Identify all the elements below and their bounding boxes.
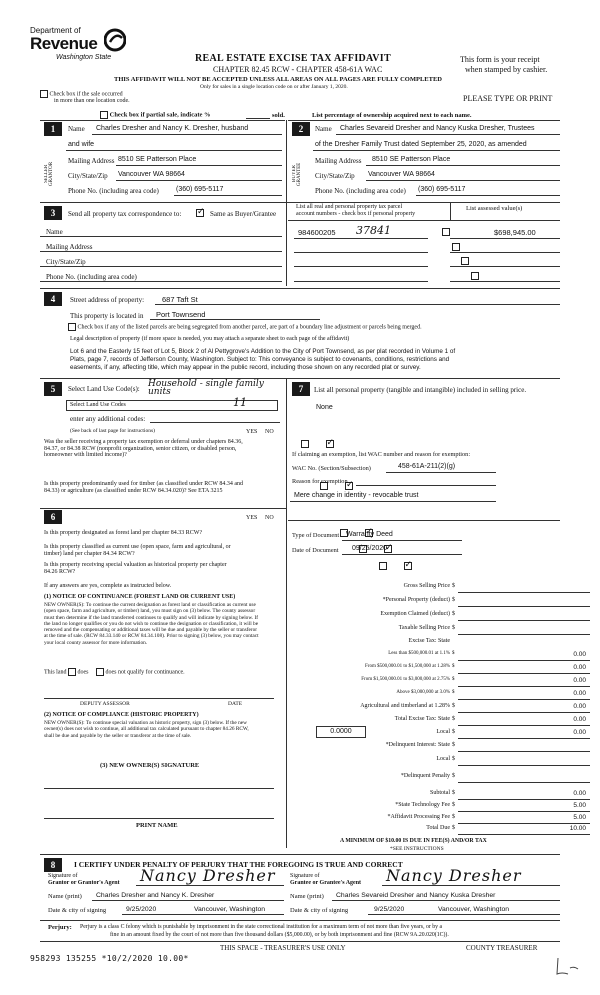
fee-tier2[interactable] — [290, 664, 590, 674]
multi-location-label-2: in more than one location code. — [54, 98, 130, 104]
fee-tier2-value: 0.00 — [573, 664, 586, 671]
cashier-initial-mark — [554, 956, 580, 978]
sig-grantor-label — [48, 873, 120, 886]
s6-q2: Is this property classified as current use (open space, farm and agricultural, or timber) land per chapter 84.34 RCW? — [44, 544, 231, 557]
fee-taxable[interactable] — [290, 625, 590, 635]
s6-yes-label: YES — [246, 515, 258, 521]
multi-location-checkbox[interactable] — [40, 90, 48, 98]
code-handwritten: 11 — [233, 396, 247, 409]
notice-continuance-body: NEW OWNER(S): To continue the current designation as forest land or classification as current use (open space, farm and agriculture, or timber) land, you must sign on (3) below. The county assessor must then determine if the land transferred continues to qualify and will indicate by signing below. If the land no longer qualifies or you do not wish to continue the designation or classification, it will be removed and the compensating or additional taxes will be due and payable by the seller or transferor at the time of sale. (RCW 84.33.140 or RCW 84.34.108). Prior to signing (3) below, you may contact your local county assessor for more information. — [44, 602, 259, 646]
qualify-row — [44, 668, 185, 676]
ownership-note: List percentage of ownership acquired next to each name. — [312, 112, 472, 119]
county-treasurer: COUNTY TREASURER — [466, 944, 538, 952]
name-print-label-grantee: Name (print) — [290, 893, 324, 900]
segregated-checkbox[interactable] — [68, 323, 76, 331]
sig-grantor-label-1: Signature of — [48, 873, 78, 879]
revenue-word: Revenue — [30, 34, 98, 53]
new-owner-signature-line[interactable] — [44, 788, 274, 789]
select-codes-label: Select Land Use Codes — [70, 402, 126, 408]
receipt-stamp: 958293 135255 *10/2/2020 10.00* — [30, 954, 189, 963]
new-owner-signature-title: (3) NEW OWNER(S) SIGNATURE — [100, 762, 200, 769]
fee-local[interactable] — [290, 729, 590, 739]
fee-tier1-dollar: $ — [452, 651, 455, 656]
buyer-name-2[interactable]: of the Dresher Family Trust dated September 25, 2020, as amended — [315, 141, 527, 148]
legal-label: Legal description of property (if more space is needed, you may attach a separate sheet to each page of the affidavit) — [70, 336, 350, 342]
new-owner-signature-line-2[interactable] — [44, 818, 274, 819]
section-1-badge: 1 — [44, 122, 62, 136]
legal-line-2[interactable]: Plats, page 7, records of Jefferson County, Washington. Subject to: This conveyance is subject to covenants, conditions, restrictions and — [70, 356, 450, 363]
fee-local-label: Local — [436, 729, 450, 735]
fee-delinq-state-dollar: $ — [452, 742, 455, 748]
local-rate-box[interactable]: 0.0000 — [316, 726, 366, 738]
doc-date-label: Date of Document — [292, 547, 339, 554]
buyer-name-1[interactable]: Charles Sevareid Dresher and Nancy Kuska Dresher, Trustees — [340, 125, 535, 132]
form-chapter: CHAPTER 82.45 RCW - CHAPTER 458-61A WAC — [213, 65, 383, 74]
fee-delinq-penalty-label: *Delinquent Penalty — [400, 773, 450, 779]
s5-q1-yes-checkbox[interactable] — [301, 440, 309, 448]
seller-name-1[interactable]: Charles Dresher and Nancy K. Dresher, husband — [96, 125, 249, 132]
grantor-sign-date[interactable]: 9/25/2020 — [126, 906, 157, 913]
only-for-note: Only for sales in a single location code on or after January 1, 2020. — [200, 84, 348, 90]
buyer-phone[interactable]: (360) 695-5117 — [418, 186, 466, 193]
personal-property-value[interactable]: None — [316, 404, 333, 411]
exemption-claim-label: If claiming an exemption, list WAC number and reason for exemption: — [292, 451, 471, 458]
deputy-signature-line[interactable] — [44, 698, 274, 699]
select-codes-box[interactable] — [66, 396, 278, 411]
s1-city-label: City/State/Zip — [68, 172, 108, 180]
reason-value[interactable]: Mere change in identity - revocable trust — [294, 492, 419, 499]
reason-label: Reason for exemption — [292, 478, 348, 485]
fee-delinq-local[interactable] — [290, 756, 590, 766]
notice-compliance-title: (2) NOTICE OF COMPLIANCE (HISTORIC PROPERTY) — [44, 712, 199, 718]
fee-taxable-dollar: $ — [452, 625, 455, 631]
grantor-sign-city[interactable]: Vancouver, Washington — [194, 906, 266, 913]
s6-if-yes: If any answers are yes, complete as instructed below. — [44, 583, 172, 589]
partial-sale-label: Check box if partial sale, indicate % — [109, 111, 211, 119]
fee-tier5-value: 0.00 — [573, 703, 586, 710]
parcel-number[interactable]: 984600205 — [298, 228, 336, 237]
personal-property-checkbox-2[interactable] — [452, 243, 460, 251]
sig-grantor-label-2: Grantor or Grantor's Agent — [48, 879, 120, 886]
buyer-grantee-label: BUYER GRANTEE — [292, 162, 302, 186]
personal-property-label: List all personal property (tangible and intangible) included in selling price. — [314, 386, 527, 394]
treasurer-use-only: THIS SPACE - TREASURER'S USE ONLY — [220, 944, 346, 952]
additional-codes-field[interactable] — [150, 422, 280, 423]
s1-phone-label: Phone No. (including area code) — [68, 187, 159, 195]
perjury-label: Perjury: — [48, 924, 72, 931]
fee-excise-state-label: Excise Tax: State — [408, 638, 450, 644]
dor-logo — [20, 26, 130, 76]
fee-gross-dollar: $ — [452, 583, 455, 589]
sig-grantee-label-1: Signature of — [290, 873, 320, 879]
fee-taxable-label: Taxable Selling Price — [398, 625, 450, 631]
fee-gross[interactable] — [290, 583, 590, 593]
grantor-print-name[interactable]: Charles Dresher and Nancy K. Dresher — [96, 892, 215, 899]
receipt-note-1: This form is your receipt — [460, 55, 540, 64]
fee-tier3[interactable] — [290, 677, 590, 687]
s2-city-label: City/State/Zip — [315, 172, 355, 180]
street-label: Street address of property: — [70, 296, 145, 304]
s1-name-label: Name — [68, 125, 85, 133]
grantee-sign-date[interactable]: 9/25/2020 — [374, 906, 405, 913]
fee-subtotal-value: 0.00 — [573, 790, 586, 797]
print-name-label: PRINT NAME — [136, 822, 178, 829]
fee-subtotal[interactable] — [290, 790, 590, 800]
grantee-sign-city[interactable]: Vancouver, Washington — [438, 906, 510, 913]
fee-tier3-value: 0.00 — [573, 677, 586, 684]
s5-yes-label: YES — [246, 429, 258, 435]
parcel-list-header-1: List all real and personal property tax parcel — [296, 204, 403, 210]
grantor-signature[interactable]: Nancy Dresher — [140, 866, 276, 885]
deputy-date-label: DATE — [228, 701, 243, 707]
sig-grantee-label-2: Grantee or Grantee's Agent — [290, 879, 362, 886]
fee-subtotal-dollar: $ — [452, 790, 455, 796]
multi-location-label: Check box if the sale occurred — [49, 91, 123, 98]
personal-property-checkbox-1[interactable] — [442, 228, 450, 236]
s5-q1: Was the seller receiving a property tax exemption or deferral under chapters 84.36, 84.37, or 84.38 RCW (nonprofit organization, senior citizen, or disabled person, homeowner with limited income)? — [44, 439, 243, 458]
parcel-list-header-2: account numbers - check box if personal property — [296, 211, 416, 217]
deputy-label: DEPUTY ASSESSOR — [80, 701, 130, 707]
fee-tier2-dollar: $ — [452, 664, 455, 669]
dept-line: Department of — [30, 26, 81, 35]
date-city-label-grantor: Date & city of signing — [48, 907, 107, 914]
fee-total-due-label: Total Due — [426, 825, 450, 831]
located-label: This property is located in — [70, 312, 144, 320]
fee-proc-dollar: $ — [452, 814, 455, 820]
fee-delinq-penalty-dollar: $ — [452, 773, 455, 779]
fee-tech[interactable] — [290, 802, 590, 812]
fee-proc[interactable] — [290, 814, 590, 824]
fee-delinq-state[interactable] — [290, 742, 590, 752]
fee-gross-label: Gross Selling Price — [403, 583, 450, 589]
fee-delinq-state-label: *Delinquent Interest: State — [385, 742, 450, 748]
fee-total-state[interactable] — [290, 716, 590, 726]
segregated-row — [68, 323, 558, 331]
this-land-label: This land — [44, 669, 67, 676]
fee-tier5-dollar: $ — [452, 703, 455, 709]
section-5-badge: 5 — [44, 382, 62, 396]
wac-label: WAC No. (Section/Subsection) — [292, 465, 371, 472]
s3-phone-label: Phone No. (including area code) — [46, 273, 137, 281]
fee-tech-value: 5.00 — [573, 802, 586, 809]
s5-q2: Is this property predominantly used for timber (as classified under RCW 84.34 and 84.33) or agriculture (as classified under RCW 84.34.020)? See ETA 3215 — [44, 481, 244, 494]
does-checkbox[interactable] — [68, 668, 76, 676]
notice-compliance-body: NEW OWNER(S): To continue special valuation as historic property, sign (3) below. If the new owner(s) does not wish to continue, all additional tax calculated pursuant to chapter 84.26 RCW, shall be due and payable by the seller or transferor at the time of sale. — [44, 720, 249, 739]
does-not-checkbox[interactable] — [96, 668, 104, 676]
certify-statement: I CERTIFY UNDER PENALTY OF PERJURY THAT THE FOREGOING IS TRUE AND CORRECT — [74, 860, 403, 869]
seller-name-2[interactable]: and wife — [68, 141, 95, 148]
s6-no-label: NO — [265, 515, 274, 521]
partial-sale-row — [100, 111, 211, 119]
fee-total-state-dollar: $ — [452, 716, 455, 722]
section-3-badge: 3 — [44, 206, 62, 220]
additional-codes-label: enter any additional codes: — [70, 415, 146, 423]
notice-continuance-title: (1) NOTICE OF CONTINUANCE (FOREST LAND OR CURRENT USE) — [44, 594, 236, 600]
fee-total-state-label: Total Excise Tax: State — [394, 716, 450, 722]
seller-mail[interactable]: 8510 SE Patterson Place — [118, 156, 197, 163]
logo-swirl-icon — [104, 28, 126, 52]
fee-subtotal-label: Subtotal — [429, 790, 450, 796]
land-use-label: Select Land Use Code(s): — [68, 385, 140, 393]
form-warning: THIS AFFIDAVIT WILL NOT BE ACCEPTED UNLESS ALL AREAS ON ALL PAGES ARE FULLY COMPLETED — [114, 76, 442, 83]
fee-delinq-local-dollar: $ — [452, 756, 455, 762]
fee-proc-label: *Affidavit Processing Fee — [387, 814, 450, 820]
personal-property-checkbox-4[interactable] — [471, 272, 479, 280]
fee-tier4-label: Above $3,000,000 at 3.0% — [396, 690, 450, 695]
fee-exemption[interactable] — [290, 611, 590, 621]
fee-tier5[interactable] — [290, 703, 590, 713]
parcel-handwritten: 37841 — [356, 224, 391, 237]
segregated-label: Check box if any of the listed parcels are being segregated from another parcel, are part of a boundary line adjustment or parcels being merged. — [77, 324, 422, 331]
fee-tier5-label: Agricultural and timberland at 1.28% — [360, 703, 450, 709]
fee-tier4-value: 0.00 — [573, 690, 586, 697]
fee-tier2-label: From $500,000.01 to $1,500,000 at 1.28% — [365, 664, 450, 669]
assessed-header: List assessed value(s) — [466, 205, 523, 212]
s2-phone-label: Phone No. (including area code) — [315, 187, 406, 195]
sold-label: sold. — [272, 112, 285, 119]
assessed-value[interactable]: $698,945.00 — [494, 228, 536, 237]
fee-tier3-label: From $1,500,000.01 to $3,000,000 at 2.75% — [361, 677, 450, 682]
buyer-city[interactable]: Vancouver WA 98664 — [368, 171, 435, 178]
s2-mail-label: Mailing Address — [315, 157, 362, 165]
doc-date-value[interactable]: 09/25/2020 — [352, 545, 388, 552]
section-4-badge: 4 — [44, 292, 62, 306]
section-7-badge: 7 — [292, 382, 310, 396]
fee-tech-dollar: $ — [452, 802, 455, 808]
s1-mail-label: Mailing Address — [68, 157, 115, 165]
min-due-note: A MINIMUM OF $10.00 IS DUE IN FEE(S) AND/OR TAX — [340, 838, 487, 844]
s3-send-label: Send all property tax correspondence to: — [68, 210, 182, 218]
fee-delinq-local-label: Local — [436, 756, 450, 762]
same-as-buyer-label: Same as Buyer/Grantee — [210, 210, 277, 218]
buyer-mail[interactable]: 8510 SE Patterson Place — [372, 156, 451, 163]
grantee-signature[interactable]: Nancy Dresher — [386, 866, 522, 885]
fee-personal[interactable] — [290, 597, 590, 607]
s3-name-label: Name — [46, 228, 63, 236]
fee-delinq-penalty[interactable] — [290, 773, 590, 783]
fee-personal-dollar: $ — [452, 597, 455, 603]
receipt-note-2: when stamped by cashier. — [465, 65, 548, 74]
see-instructions: *SEE INSTRUCTIONS — [390, 846, 444, 852]
land-use-handwritten: Household - single family units — [148, 379, 264, 397]
wac-number[interactable]: 458-61A-211(2)(g) — [398, 463, 456, 470]
same-as-buyer-checkbox[interactable] — [196, 209, 204, 217]
legal-line-1[interactable]: Lot 6 and the Easterly 15 feet of Lot 5, Block 2 of Al Pettygrove's Addition to the City of Port Townsend, as per plat recorded in Volume 1 of — [70, 348, 456, 355]
grantee-print-name[interactable]: Charles Sevareid Dresher and Nancy Kuska Dresher — [336, 892, 496, 899]
fee-local-dollar: $ — [452, 729, 455, 735]
doc-type-value[interactable]: Warranty Deed — [346, 531, 393, 538]
fee-tier3-dollar: $ — [452, 677, 455, 682]
perjury-line-2: fine in an amount fixed by the court of not more than five thousand dollars ($5,000.00), or by both imprisonment and fine (RCW 9A.20.020(1C)). — [110, 932, 449, 938]
fee-total-state-value: 0.00 — [573, 716, 586, 723]
legal-line-3[interactable]: easements, if any, affecting title, which may appear in the public record, including those shown on any recorded plat or survey. — [70, 364, 421, 371]
fee-total-due[interactable] — [290, 825, 590, 835]
fee-total-due-value: 10.00 — [569, 825, 586, 832]
s1-top-border — [40, 120, 285, 121]
fee-exemption-dollar: $ — [452, 611, 455, 617]
doc-type-label: Type of Document — [292, 532, 340, 539]
section-8-badge: 8 — [44, 858, 62, 872]
seller-grantor-label: SELLER GRANTOR — [44, 161, 54, 187]
date-city-label-grantee: Date & city of signing — [290, 907, 349, 914]
fee-tier1-label: Less than $500,000.01 at 1.1% — [388, 651, 450, 656]
personal-property-checkbox-3[interactable] — [461, 257, 469, 265]
does-label: does — [77, 669, 89, 676]
sig-grantee-label — [290, 873, 361, 886]
s3-mail-label: Mailing Address — [46, 243, 93, 251]
fee-tier1[interactable] — [290, 651, 590, 661]
fee-proc-value: 5.00 — [573, 814, 586, 821]
type-or-print: PLEASE TYPE OR PRINT — [463, 94, 553, 103]
fee-tier4-dollar: $ — [452, 690, 455, 695]
s6-q1: Is this property designated as forest land per chapter 84.33 RCW? — [44, 530, 203, 536]
fee-tier4[interactable] — [290, 690, 590, 700]
state-line: Washington State — [56, 54, 112, 61]
s1-s2-divider — [286, 120, 287, 202]
section-2-badge: 2 — [292, 122, 310, 136]
multi-location-row — [40, 90, 130, 104]
s6-q3: Is this property receiving special valuation as historical property per chapter 84.26 RCW? — [44, 562, 227, 575]
s2-name-label: Name — [315, 125, 332, 133]
section-6-badge: 6 — [44, 510, 62, 524]
fee-total-due-dollar: $ — [452, 825, 455, 831]
does-not-label: does not qualify for continuance. — [105, 669, 185, 676]
form-title: REAL ESTATE EXCISE TAX AFFIDAVIT — [195, 53, 391, 64]
s5-q1-no-checkbox[interactable] — [326, 440, 334, 448]
fee-tier1-value: 0.00 — [573, 651, 586, 658]
located-city[interactable]: Port Townsend — [156, 310, 206, 319]
see-back-label: (See back of last page for instructions) — [70, 428, 155, 434]
fee-personal-label: *Personal Property (deduct) — [382, 597, 450, 603]
street-address[interactable]: 687 Taft St — [162, 295, 198, 304]
perjury-line-1: Perjury is a class C felony which is punishable by imprisonment in the state correctional institution for a maximum term of not more than five years, or by a — [80, 924, 443, 930]
seller-city[interactable]: Vancouver WA 98664 — [118, 171, 185, 178]
partial-sale-checkbox[interactable] — [100, 111, 108, 119]
s3-city-label: City/State/Zip — [46, 258, 86, 266]
partial-sale-blank[interactable] — [246, 118, 270, 119]
fee-local-value: 0.00 — [573, 729, 586, 736]
fee-tech-label: *State Technology Fee — [395, 802, 450, 808]
s5-no-label: NO — [265, 429, 274, 435]
name-print-label-grantor: Name (print) — [48, 893, 82, 900]
seller-phone[interactable]: (360) 695-5117 — [176, 186, 224, 193]
fee-excise-state — [290, 638, 590, 648]
s6-q3-no-checkbox[interactable] — [404, 562, 412, 570]
s6-q3-yes-checkbox[interactable] — [379, 562, 387, 570]
fee-exemption-label: Exemption Claimed (deduct) — [380, 611, 450, 617]
